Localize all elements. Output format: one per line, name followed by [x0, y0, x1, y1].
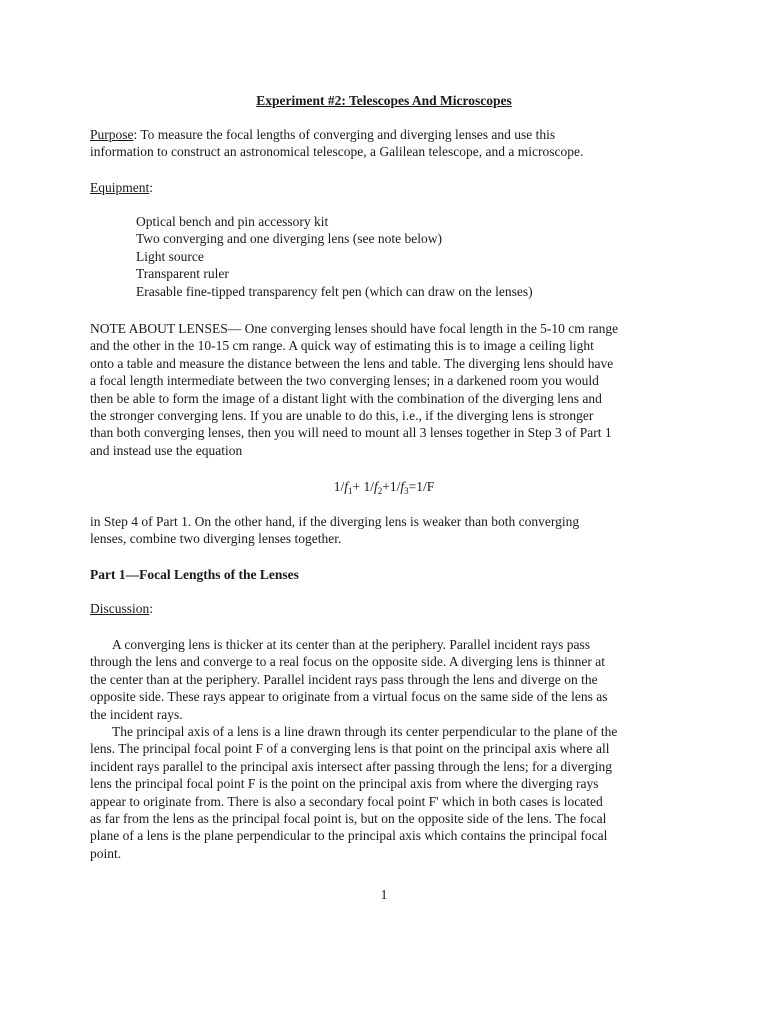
equipment-item: Two converging and one diverging lens (see note below): [136, 231, 442, 247]
note-line: onto a table and measure the distance between the lens and table. The diverging lens should have: [90, 355, 614, 371]
note-line: NOTE ABOUT LENSES— One converging lenses should have focal length in the 5-10 cm range: [90, 321, 619, 336]
discussion-line: A converging lens is thicker at its center than at the periphery. Parallel incident rays pass: [112, 637, 590, 652]
lens-combination-equation: $1/f_1+ 1/f_2+1/f_3=1/F$: [333, 479, 435, 496]
discussion-line: point.: [90, 845, 122, 861]
equipment-colon: :: [149, 180, 154, 195]
after-equation-paragraph: [90, 513, 682, 548]
discussion-paragraph-2: [90, 723, 682, 862]
discussion-line: the center than at the periphery. Parallel incident rays pass through the lens and diverge on the: [90, 671, 598, 687]
purpose-label: Purpose: [90, 127, 134, 142]
discussion-label: Discussion: [90, 601, 150, 616]
after-equation-line: in Step 4 of Part 1. On the other hand, if the diverging lens is weaker than both converging: [90, 514, 580, 529]
note-line: and instead use the equation: [90, 442, 243, 458]
discussion-heading: [90, 600, 682, 617]
equipment-list: [136, 213, 533, 300]
discussion-line: the incident rays.: [90, 706, 183, 722]
equipment-label: Equipment: [90, 180, 150, 195]
page-number: 1: [380, 887, 388, 902]
note-line: and the other in the 10-15 cm range. A quick way of estimating this is to image a ceiling light: [90, 338, 594, 354]
part1-heading: Part 1—Focal Lengths of the Lenses: [90, 567, 299, 582]
discussion-line: lens. The principal focal point F of a converging lens is that point on the principal axis where all: [90, 741, 610, 757]
discussion-line: opposite side. These rays appear to originate from a virtual focus on the same side of the lens as: [90, 689, 608, 705]
equipment-heading: [90, 179, 682, 196]
note-line: then be able to form the image of a distant light with the combination of the diverging lens and: [90, 390, 602, 406]
equipment-item: Transparent ruler: [136, 266, 229, 282]
purpose-paragraph: [90, 126, 682, 161]
discussion-line: The principal axis of a lens is a line drawn through its center perpendicular to the plane of the: [112, 724, 618, 739]
discussion-line: incident rays parallel to the principal axis intersect after passing through the lens; for a diverging: [90, 758, 612, 774]
discussion-line: as far from the lens as the principal focal point is, but on the opposite side of the lens. The focal: [90, 811, 607, 827]
note-line: a focal length intermediate between the two converging lenses; in a darkened room you would: [90, 373, 599, 389]
discussion-line: lens the principal focal point F is the point on the principal axis from where the diverging rays: [90, 776, 599, 792]
discussion-line: through the lens and converge to a real focus on the opposite side. A diverging lens is thinner at: [90, 654, 606, 670]
note-line: the stronger converging lens. If you are unable to do this, i.e., if the diverging lens is stronger: [90, 408, 594, 424]
purpose-text-line-2: information to construct an astronomical telescope, a Galilean telescope, and a microscope.: [90, 144, 584, 160]
equipment-item: Erasable fine-tipped transparency felt pen (which can draw on the lenses): [136, 283, 533, 299]
lens-note-paragraph: [90, 320, 682, 459]
discussion-paragraph-1: [90, 636, 682, 723]
after-equation-line: lenses, combine two diverging lenses together.: [90, 531, 342, 547]
equipment-item: Optical bench and pin accessory kit: [136, 214, 329, 229]
purpose-text-line-1: : To measure the focal lengths of converging and diverging lenses and use this: [133, 127, 556, 142]
equipment-item: Light source: [136, 248, 204, 264]
discussion-line: appear to originate from. There is also a secondary focal point F' which in both cases is located: [90, 793, 603, 809]
discussion-line: plane of a lens is the plane perpendicular to the principal axis which contains the principal focal: [90, 828, 608, 844]
note-line: than both converging lenses, then you will need to mount all 3 lenses together in Step 3 of Part 1: [90, 425, 612, 441]
document-title: Experiment #2: Telescopes And Microscopes: [256, 93, 512, 108]
discussion-colon: :: [149, 601, 154, 616]
